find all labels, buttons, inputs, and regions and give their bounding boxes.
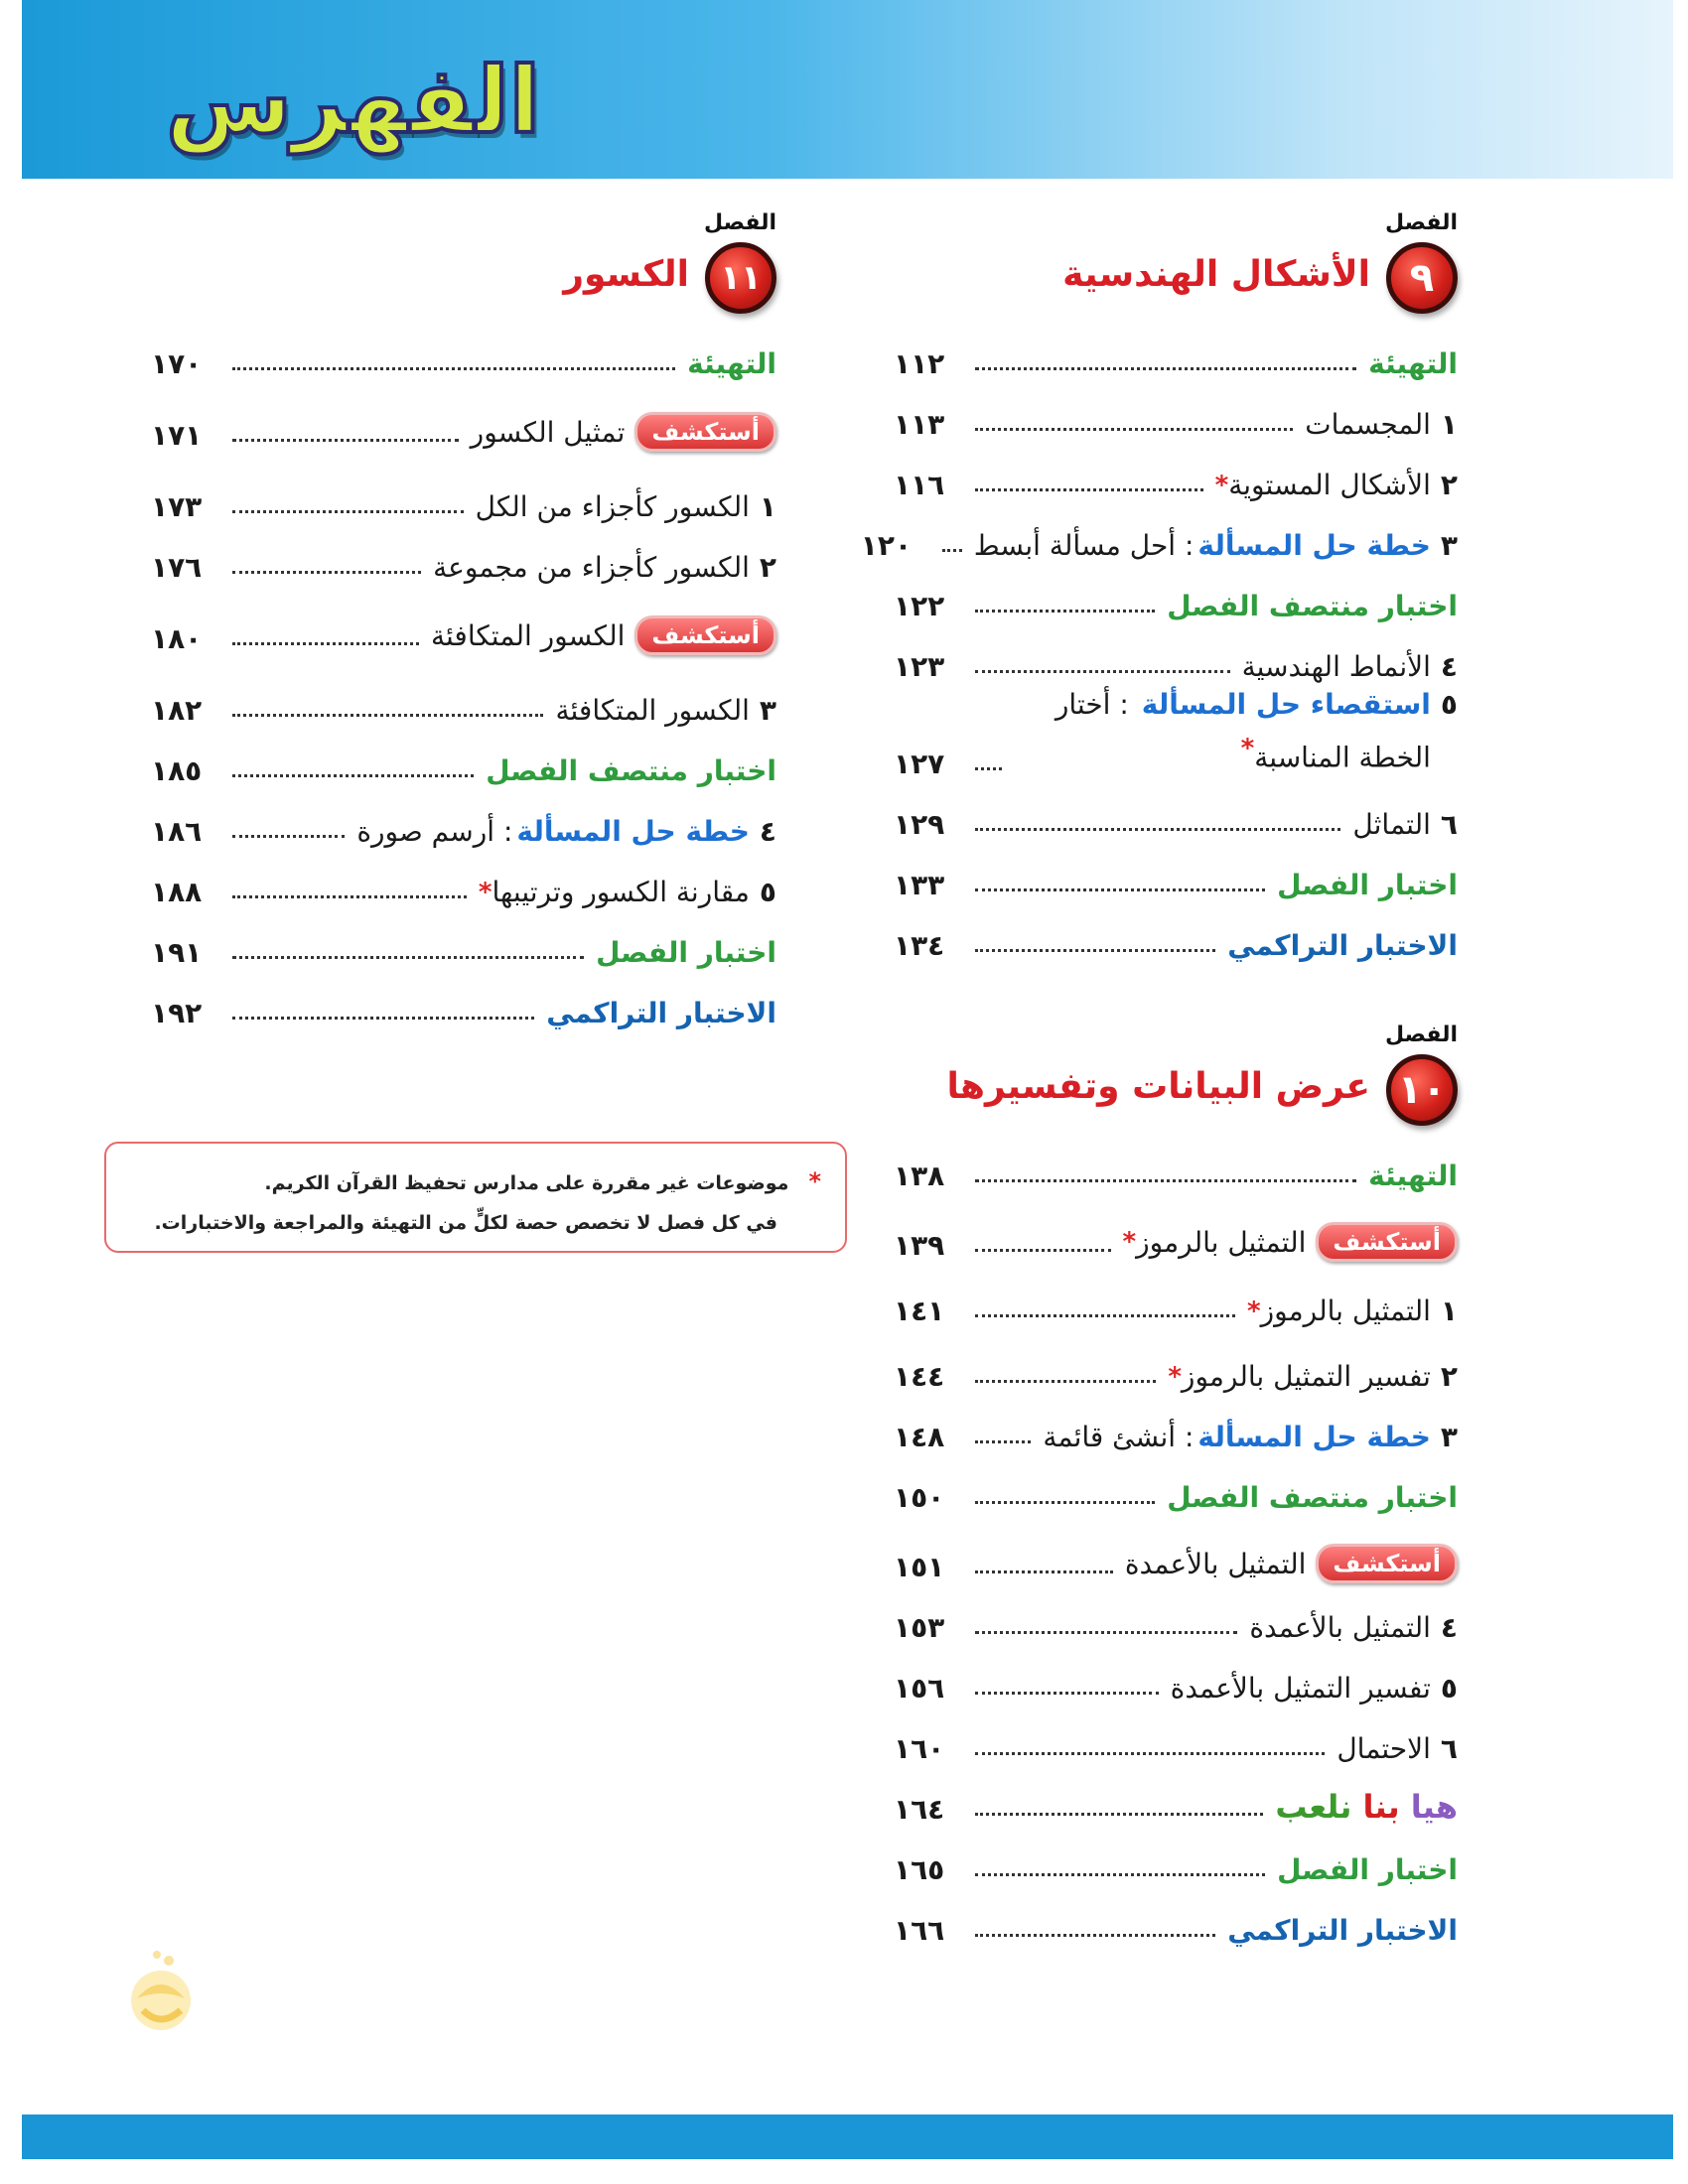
- toc-row[interactable]: [151, 655, 776, 727]
- toc-label: [1242, 650, 1458, 683]
- star-icon: *: [478, 877, 492, 907]
- toc-label: [1014, 683, 1458, 780]
- leader-dots: [975, 887, 1265, 891]
- page-number: ١٨٥: [151, 754, 203, 787]
- page-number: ١٣٤: [894, 929, 945, 962]
- toc-label: التهيئة: [1368, 347, 1458, 380]
- toc-row[interactable]: [894, 780, 1458, 841]
- lesson-title: الكسور المتكافئة: [430, 618, 626, 652]
- lesson-title: تفسير التمثيل بالأعمدة: [1170, 1672, 1431, 1705]
- problem-solving-plan-label: خطة حل المسألة: [1197, 1421, 1431, 1453]
- lesson-title: المجسمات: [1305, 408, 1431, 441]
- explore-badge: أستكشف: [1316, 1222, 1458, 1262]
- lesson-number: ٥: [1440, 688, 1458, 721]
- chapter-11: [151, 210, 776, 1029]
- toc-label: اختبار الفصل: [1277, 1853, 1458, 1886]
- lesson-number: ٣: [1440, 1421, 1458, 1453]
- toc-row[interactable]: [894, 1453, 1458, 1514]
- page-number: ١٩١: [151, 936, 203, 969]
- star-icon: *: [1122, 1227, 1137, 1257]
- lesson-number: ٢: [1440, 469, 1458, 501]
- lesson-number: ٦: [1440, 1732, 1458, 1765]
- lesson-number: ٥: [759, 876, 776, 908]
- lesson-number: ١: [1440, 1295, 1458, 1327]
- leader-dots: [975, 1439, 1031, 1443]
- page-number: ١٧٦: [151, 551, 203, 584]
- toc-row[interactable]: [894, 841, 1458, 901]
- toc-row[interactable]: [894, 1705, 1458, 1765]
- toc-label: التهيئة: [1368, 1160, 1458, 1192]
- problem-solving-plan-label: خطة حل المسألة: [516, 815, 750, 848]
- toc-label: [1336, 1732, 1458, 1765]
- chapter-10: [894, 1023, 1458, 1947]
- leader-dots: [975, 1872, 1265, 1876]
- page-number: ١٩٢: [151, 997, 203, 1029]
- toc-row[interactable]: [894, 1644, 1458, 1705]
- star-icon: *: [1168, 1361, 1182, 1392]
- leader-dots: [975, 1178, 1356, 1182]
- toc-label: [1123, 1222, 1458, 1262]
- leader-dots: [975, 609, 1155, 613]
- leader-dots: [232, 570, 421, 574]
- chapter-9: [860, 210, 1458, 962]
- lesson-number: ٤: [759, 815, 776, 848]
- explore-badge: أستكشف: [634, 412, 776, 452]
- toc-label: [1168, 1360, 1458, 1393]
- toc-label: اختبار الفصل: [1277, 869, 1458, 901]
- star-icon: *: [808, 1167, 821, 1195]
- leader-dots: [232, 773, 474, 777]
- leader-dots: [975, 1500, 1155, 1504]
- chapter-title: الأشكال الهندسية: [1062, 254, 1370, 295]
- play-word: هيا: [1410, 1788, 1458, 1826]
- toc-label: [479, 876, 776, 908]
- toc-row[interactable]: [860, 501, 1458, 562]
- toc-label: [1125, 1544, 1458, 1583]
- page-number: ١٧٣: [151, 490, 203, 523]
- header-banner: [22, 0, 1673, 179]
- toc-row[interactable]: [894, 1886, 1458, 1947]
- toc-row[interactable]: [894, 380, 1458, 441]
- leader-dots: [975, 1248, 1111, 1252]
- leader-dots: [975, 948, 1215, 952]
- explore-badge: أستكشف: [634, 615, 776, 655]
- star-icon: *: [1214, 470, 1229, 500]
- note-line-1: [126, 1161, 821, 1203]
- lesson-title: التمثيل بالرموز: [1136, 1225, 1307, 1259]
- toc-label: الاختبار التراكمي: [1227, 929, 1458, 962]
- page-number: ١٣٩: [894, 1229, 945, 1262]
- toc-label: [1043, 1421, 1458, 1453]
- toc-row[interactable]: [151, 380, 776, 452]
- leader-dots: [975, 1751, 1325, 1755]
- note-text: موضوعات غير مقررة على مدارس تحفيظ القرآن الكريم.: [264, 1172, 789, 1194]
- leader-dots: [232, 438, 459, 442]
- note-box: [104, 1142, 847, 1253]
- lesson-number: ٤: [1440, 1611, 1458, 1644]
- toc-label: اختبار الفصل: [596, 936, 776, 969]
- toc-label: [1352, 808, 1458, 841]
- lesson-title: التمثيل بالأعمدة: [1249, 1611, 1431, 1644]
- star-icon: *: [1240, 734, 1255, 763]
- lesson-title: الكسور كأجزاء من مجموعة: [433, 551, 750, 584]
- note-line-2: [126, 1203, 777, 1243]
- page-number: ١٦٤: [894, 1793, 945, 1826]
- leader-dots: [942, 548, 962, 552]
- leader-dots: [232, 713, 543, 717]
- page-number: ١٤١: [894, 1295, 945, 1327]
- lesson-number: ٦: [1440, 808, 1458, 841]
- toc-label: [1215, 469, 1458, 501]
- toc-label: [476, 490, 776, 523]
- page-number: ١٨٨: [151, 876, 203, 908]
- page-title: الفهرس: [166, 48, 541, 154]
- toc-row[interactable]: [894, 1132, 1458, 1192]
- lesson-title: التمثيل بالرموز: [1260, 1295, 1431, 1327]
- page-number: ١٨٢: [151, 694, 203, 727]
- lesson-title: : أختار الخطة المناسبة: [1055, 688, 1431, 774]
- toc-row[interactable]: [151, 727, 776, 787]
- chapter-9-heading: [894, 210, 1458, 320]
- leader-dots: [975, 1379, 1156, 1383]
- lesson-number: ١: [759, 490, 776, 523]
- play-word: نلعب: [1275, 1788, 1352, 1826]
- toc-label: الاختبار التراكمي: [546, 997, 776, 1029]
- toc-row[interactable]: [151, 848, 776, 908]
- toc-row[interactable]: [151, 523, 776, 584]
- leader-dots: [232, 509, 464, 513]
- page-number: ١١٣: [894, 408, 945, 441]
- lesson-number: ٤: [1440, 650, 1458, 683]
- toc-row[interactable]: [894, 622, 1458, 683]
- leader-dots: [232, 641, 419, 645]
- toc-label: اختبار منتصف الفصل: [1167, 1481, 1458, 1514]
- page-number: ١٦٥: [894, 1853, 945, 1886]
- leader-dots: [232, 955, 584, 959]
- lets-play-label: [1275, 1788, 1458, 1826]
- leader-dots: [232, 1016, 534, 1020]
- lesson-title: الاحتمال: [1336, 1732, 1431, 1765]
- problem-solving-investigation-label: استقصاء حل المسألة: [1141, 688, 1431, 721]
- explore-badge: أستكشف: [1316, 1544, 1458, 1583]
- toc-row[interactable]: [894, 562, 1458, 622]
- leader-dots: [232, 834, 345, 838]
- leader-dots: [975, 827, 1340, 831]
- leader-dots: [975, 1691, 1159, 1695]
- publisher-logo-icon: [117, 1941, 199, 2040]
- page-number: ١٣٨: [894, 1160, 945, 1192]
- chapter-title: عرض البيانات وتفسيرها: [946, 1066, 1370, 1107]
- lesson-title: التماثل: [1352, 808, 1431, 841]
- page-number: ١١٢: [894, 347, 945, 380]
- lesson-title: الأنماط الهندسية: [1241, 650, 1431, 683]
- leader-dots: [975, 766, 1002, 770]
- chapter-title: الكسور: [563, 254, 689, 295]
- leader-dots: [232, 894, 467, 898]
- leader-dots: [975, 1570, 1113, 1573]
- toc-row[interactable]: [894, 1327, 1458, 1393]
- lesson-title: تمثيل الكسور: [470, 415, 626, 449]
- leader-dots: [975, 669, 1230, 673]
- page-number: ١٥٣: [894, 1611, 945, 1644]
- lesson-number: ٥: [1440, 1672, 1458, 1705]
- toc-row[interactable]: [894, 1514, 1458, 1583]
- toc-row[interactable]: [151, 969, 776, 1029]
- lesson-title: تفسير التمثيل بالرموز: [1181, 1360, 1431, 1393]
- toc-label: [974, 529, 1458, 562]
- toc-label: [1249, 1611, 1458, 1644]
- toc-row[interactable]: [151, 452, 776, 523]
- toc-row[interactable]: [151, 787, 776, 848]
- page-number: ١٢٩: [894, 808, 945, 841]
- page-number: ١٧١: [151, 419, 203, 452]
- toc-row[interactable]: [894, 1583, 1458, 1644]
- page-number: ١٥٦: [894, 1672, 945, 1705]
- lesson-number: ٣: [1440, 529, 1458, 562]
- toc-label: الاختبار التراكمي: [1227, 1914, 1458, 1947]
- lesson-title: الكسور كأجزاء من الكل: [475, 490, 750, 523]
- page-number: ١٨٦: [151, 815, 203, 848]
- toc-row[interactable]: [894, 1192, 1458, 1262]
- lesson-title: التمثيل بالأعمدة: [1124, 1547, 1307, 1580]
- lesson-title: الكسور المتكافئة: [555, 694, 750, 727]
- toc-label: [433, 551, 776, 584]
- toc-label: اختبار منتصف الفصل: [1167, 590, 1458, 622]
- page-number: ١٨٠: [151, 622, 203, 655]
- page-number: ١١٦: [894, 469, 945, 501]
- leader-dots: [975, 1630, 1237, 1634]
- lesson-number: ٢: [759, 551, 776, 584]
- lesson-number: ٢: [1440, 1360, 1458, 1393]
- toc-row[interactable]: [151, 908, 776, 969]
- chapter-number-badge: ١١: [705, 242, 776, 314]
- chapter-word: الفصل: [1385, 210, 1458, 235]
- page-number: ١٢٠: [860, 529, 913, 562]
- page-number: ١٣٣: [894, 869, 945, 901]
- toc-row[interactable]: [894, 441, 1458, 501]
- toc-label: التهيئة: [687, 347, 776, 380]
- leader-dots: [975, 1933, 1215, 1937]
- chapter-word: الفصل: [704, 210, 776, 235]
- toc-label: [1171, 1672, 1458, 1705]
- chapter-10-heading: [894, 1023, 1458, 1132]
- chapter-number-badge: ٩: [1386, 242, 1458, 314]
- leader-dots: [975, 487, 1203, 491]
- toc-row[interactable]: [894, 320, 1458, 380]
- star-icon: *: [1247, 1296, 1261, 1326]
- leader-dots: [975, 427, 1293, 431]
- lesson-title: : أرسم صورة: [356, 815, 513, 848]
- page-number: ١٢٧: [894, 748, 945, 780]
- page-number: ١٢٣: [894, 650, 945, 683]
- page-number: ١٢٢: [894, 590, 945, 622]
- note-text: في كل فصل لا تخصص حصة لكلٍّ من التهيئة والمراجعة والاختبارات.: [154, 1212, 777, 1234]
- chapter-word: الفصل: [1385, 1023, 1458, 1047]
- toc-row[interactable]: [894, 683, 1458, 780]
- leader-dots: [975, 366, 1356, 370]
- toc-label: [1247, 1295, 1458, 1327]
- toc-label: [471, 412, 776, 452]
- lesson-title-wrap: [1014, 683, 1431, 779]
- toc-row[interactable]: [151, 584, 776, 655]
- page-number: ١٤٨: [894, 1421, 945, 1453]
- footer-bar: [22, 2115, 1673, 2159]
- page-number: ١٦٦: [894, 1914, 945, 1947]
- toc-row[interactable]: [894, 1826, 1458, 1886]
- lesson-title: مقارنة الكسور وترتيبها: [492, 876, 750, 908]
- lesson-title: الأشكال المستوية: [1228, 469, 1431, 501]
- leader-dots: [232, 366, 675, 370]
- lesson-title: : أنشئ قائمة: [1043, 1421, 1195, 1453]
- chapter-number-badge: ١٠: [1386, 1054, 1458, 1126]
- toc-label: اختبار منتصف الفصل: [486, 754, 776, 787]
- toc-label: [1305, 408, 1458, 441]
- toc-label: [356, 815, 776, 848]
- leader-dots: [975, 1812, 1263, 1816]
- page-number: ١٧٠: [151, 347, 203, 380]
- chapter-11-heading: [151, 210, 776, 320]
- toc-row[interactable]: [151, 320, 776, 380]
- leader-dots: [975, 1313, 1235, 1317]
- lesson-title: : أحل مسألة أبسط: [973, 529, 1195, 562]
- page-number: ١٥١: [894, 1551, 945, 1583]
- lesson-number: ١: [1440, 408, 1458, 441]
- play-word: بنا: [1362, 1788, 1400, 1826]
- page-number: ١٥٠: [894, 1481, 945, 1514]
- toc-row[interactable]: [894, 1262, 1458, 1327]
- lesson-number: ٣: [759, 694, 776, 727]
- toc-row[interactable]: [894, 901, 1458, 962]
- page-number: ١٦٠: [894, 1732, 945, 1765]
- problem-solving-plan-label: خطة حل المسألة: [1197, 529, 1431, 562]
- toc-row[interactable]: [894, 1393, 1458, 1453]
- toc-label: [555, 694, 776, 727]
- toc-row[interactable]: [894, 1765, 1458, 1826]
- page-number: ١٤٤: [894, 1360, 945, 1393]
- toc-label: [431, 615, 776, 655]
